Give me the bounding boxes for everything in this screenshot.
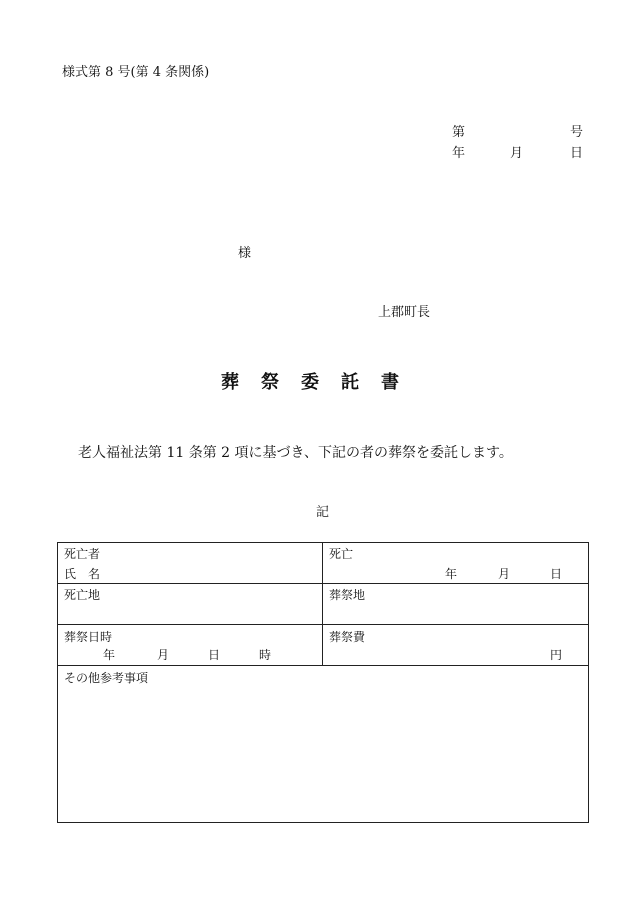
issue-date-year: 年 (452, 146, 466, 161)
funeral-year: 年 (103, 648, 116, 662)
death-date-cell[interactable] (323, 543, 589, 584)
funeral-cost-label: 葬祭費 (329, 630, 366, 644)
body-text: 老人福祉法第 11 条第 2 項に基づき、下記の者の葬祭を委託します。 (78, 445, 513, 461)
addressee-honorific: 様 (238, 246, 252, 261)
funeral-place-cell[interactable] (323, 584, 589, 625)
other-notes-label: その他参考事項 (64, 671, 149, 685)
form-number: 様式第 8 号(第 4 条関係) (62, 65, 210, 80)
funeral-cost-unit: 円 (550, 648, 563, 662)
death-place-label: 死亡地 (64, 588, 101, 602)
ki-heading: 記 (316, 505, 330, 520)
funeral-info-table (57, 542, 589, 823)
other-notes-cell[interactable] (58, 666, 589, 823)
funeral-datetime-label: 葬祭日時 (64, 630, 113, 644)
deceased-label: 死亡者 (64, 547, 101, 561)
funeral-hour: 時 (259, 648, 272, 662)
funeral-datetime-cell[interactable] (58, 625, 323, 666)
name-label: 氏 名 (64, 567, 101, 581)
death-date-month: 月 (498, 567, 511, 581)
sender-name: 上郡町長 (378, 305, 431, 320)
death-date-day: 日 (550, 567, 563, 581)
document-title: 葬祭委託書 (221, 372, 421, 393)
issue-date-day: 日 (570, 146, 584, 161)
funeral-day: 日 (208, 648, 221, 662)
funeral-place-label: 葬祭地 (329, 588, 366, 602)
funeral-month: 月 (157, 648, 170, 662)
funeral-cost-cell[interactable] (323, 625, 589, 666)
death-date-year: 年 (445, 567, 458, 581)
document-number-prefix: 第 (452, 125, 466, 140)
death-place-cell[interactable] (58, 584, 323, 625)
issue-date-month: 月 (510, 146, 524, 161)
death-date-label: 死亡 (329, 547, 354, 561)
deceased-name-cell[interactable] (58, 543, 323, 584)
document-number-suffix: 号 (570, 125, 584, 140)
